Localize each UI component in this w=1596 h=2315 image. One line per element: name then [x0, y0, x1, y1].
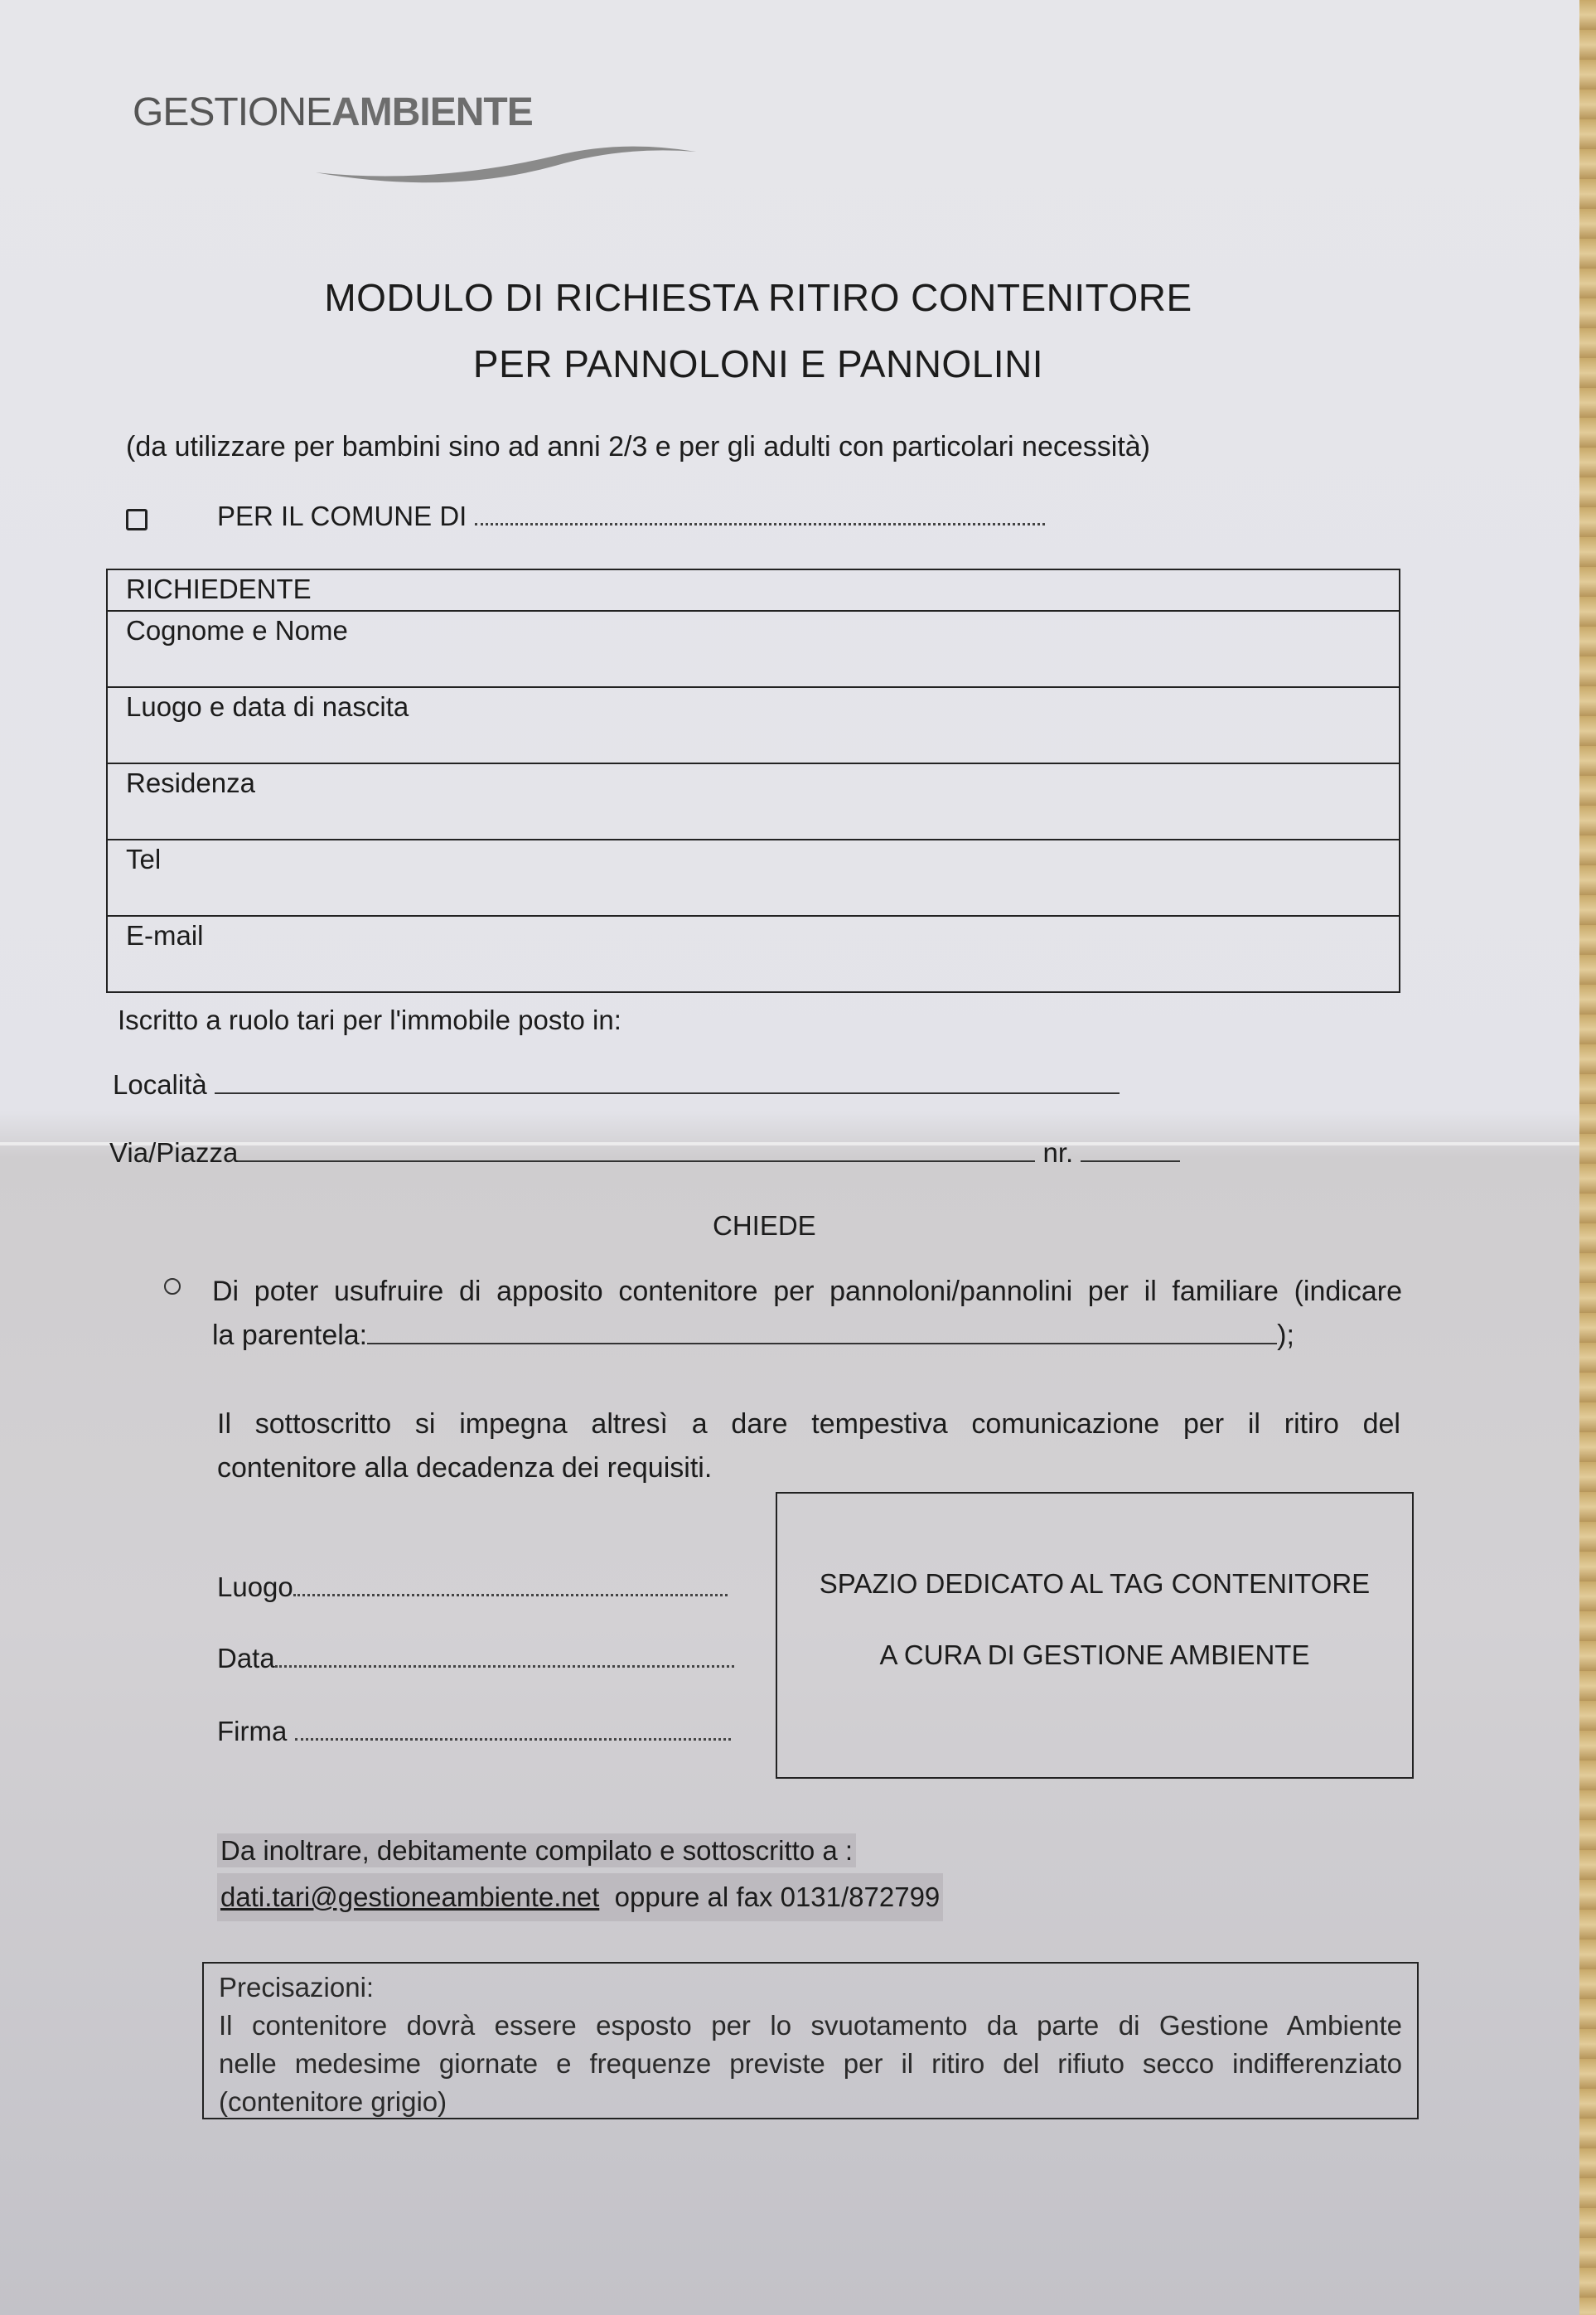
logo-text-part2: AMBIENTE — [331, 90, 533, 134]
form-title-line1: MODULO DI RICHIESTA RITIRO CONTENITORE — [324, 276, 1192, 319]
via-field[interactable] — [109, 1137, 1180, 1169]
data-field[interactable] — [217, 1643, 734, 1674]
commitment-paragraph — [217, 1402, 1400, 1490]
nr-label: nr. — [1042, 1137, 1074, 1168]
table-surface-edge — [1579, 0, 1596, 2315]
table-row-phone[interactable]: Tel — [108, 839, 1399, 915]
table-row-name[interactable]: Cognome e Nome — [108, 610, 1399, 686]
request-radio[interactable] — [164, 1278, 181, 1295]
iscritto-text: Iscritto a ruolo tari per l'immobile posto in: — [118, 1005, 621, 1035]
request-line2-end: ); — [1277, 1320, 1294, 1351]
send-instructions — [217, 1828, 943, 1921]
luogo-fill-line[interactable] — [293, 1577, 728, 1596]
via-fill-line[interactable] — [238, 1160, 1035, 1162]
applicant-table-header: RICHIEDENTE — [126, 574, 312, 604]
comune-checkbox[interactable] — [126, 509, 148, 530]
form-subtitle: (da utilizzare per bambini sino ad anni 2/3 e per gli adulti con particolari necessità) — [126, 431, 1151, 463]
nr-fill-line[interactable] — [1081, 1160, 1180, 1162]
precisazioni-line2: nelle medesime giornate e frequenze previste per il ritiro del rifiuto secco indifferenziato — [219, 2048, 1402, 2079]
parentela-label: la parentela: — [212, 1320, 368, 1351]
table-row-email[interactable]: E-mail — [108, 915, 1399, 991]
table-row-birth[interactable]: Luogo e data di nascita — [108, 686, 1399, 763]
logo-text-part1: GESTIONE — [133, 90, 332, 134]
via-label: Via/Piazza — [109, 1137, 239, 1168]
tag-box-line2: A CURA DI GESTIONE AMBIENTE — [879, 1639, 1310, 1670]
firma-field[interactable] — [217, 1716, 731, 1747]
request-line2 — [212, 1314, 1402, 1358]
firma-fill-line[interactable] — [295, 1722, 731, 1741]
logo-swoosh-icon — [307, 123, 704, 189]
company-logo — [133, 90, 597, 181]
comune-label: PER IL COMUNE DI — [217, 501, 467, 531]
tag-container-box — [776, 1492, 1414, 1779]
localita-fill-line[interactable] — [215, 1092, 1120, 1094]
data-fill-line[interactable] — [275, 1649, 734, 1668]
applicant-table — [106, 569, 1400, 993]
luogo-label: Luogo — [217, 1572, 293, 1602]
firma-label: Firma — [217, 1716, 288, 1746]
localita-label: Località — [113, 1069, 207, 1100]
precisazioni-line1: Il contenitore dovrà essere esposto per lo svuotamento da parte di Gestione Ambiente — [219, 2010, 1402, 2041]
luogo-field[interactable] — [217, 1572, 728, 1603]
comune-field[interactable] — [217, 501, 1045, 532]
precisazioni-line3: (contenitore grigio) — [219, 2086, 447, 2117]
send-line1: Da inoltrare, debitamente compilato e sottoscritto a : — [217, 1833, 856, 1867]
comune-fill-line[interactable] — [475, 506, 1045, 525]
chiede-heading: CHIEDE — [713, 1210, 816, 1241]
localita-field[interactable] — [113, 1069, 1120, 1101]
fax-text: oppure al fax 0131/872799 — [614, 1882, 941, 1912]
precisazioni-box — [202, 1962, 1419, 2119]
commitment-line1: Il sottoscritto si impegna altresì a dare tempestiva comunicazione per il ritiro del — [217, 1408, 1400, 1440]
form-title-line2: PER PANNOLONI E PANNOLINI — [472, 342, 1044, 385]
request-paragraph — [212, 1270, 1402, 1358]
request-line1: Di poter usufruire di apposito contenitore per pannoloni/pannolini per il familiare (indicare — [212, 1276, 1402, 1307]
commitment-line2: contenitore alla decadenza dei requisiti. — [217, 1452, 713, 1484]
precisazioni-title: Precisazioni: — [219, 1972, 375, 2003]
table-row-residence[interactable]: Residenza — [108, 763, 1399, 839]
parentela-fill-line[interactable] — [367, 1343, 1277, 1344]
tag-box-line1: SPAZIO DEDICATO AL TAG CONTENITORE — [819, 1568, 1371, 1599]
email-link[interactable]: dati.tari@gestioneambiente.net — [220, 1882, 600, 1912]
data-label: Data — [217, 1643, 275, 1673]
